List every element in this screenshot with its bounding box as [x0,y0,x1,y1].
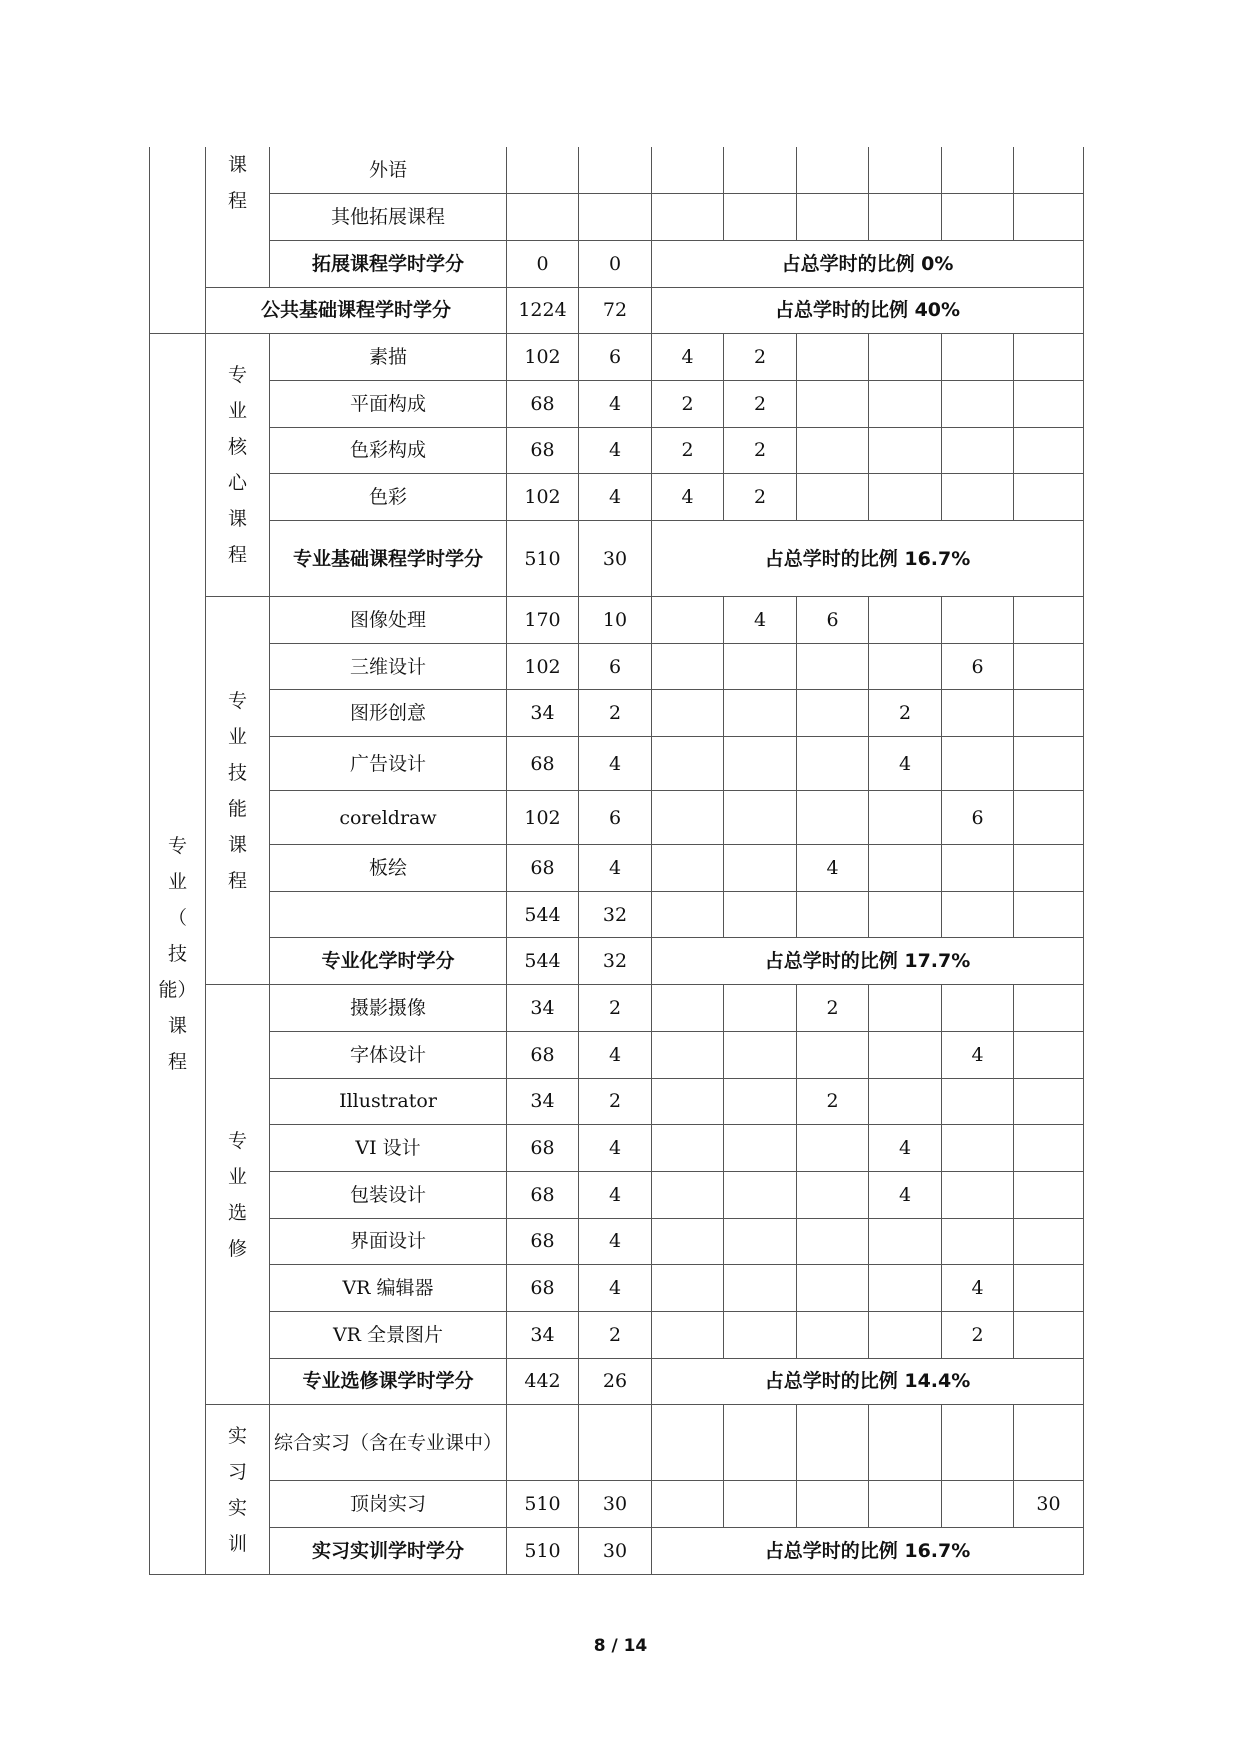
course-row [150,474,1084,521]
course-credits: 4 [579,1218,652,1265]
course-hours: 68 [507,1171,579,1218]
semester-hours-s1 [652,985,724,1032]
course-name: VR 全景图片 [270,1311,507,1358]
semester-hours-s5 [942,474,1014,521]
group-label-char: 业 [167,870,187,893]
semester-hours-s5 [942,737,1014,791]
semester-hours-s6 [1014,1265,1084,1312]
semester-hours-s3 [797,791,869,845]
semester-hours-s6 [1014,1405,1084,1481]
semester-hours-s3: 4 [797,845,869,892]
subtotal-row [150,1358,1084,1405]
group-label-char: 训 [227,1532,247,1555]
group-label-extension [206,147,270,287]
semester-hours-s1 [652,1171,724,1218]
course-row [150,1171,1084,1218]
course-hours: 68 [507,737,579,791]
course-hours: 34 [507,985,579,1032]
semester-hours-s4 [869,334,942,381]
course-row [150,1031,1084,1078]
semester-hours-s5: 2 [942,1311,1014,1358]
course-hours: 544 [507,891,579,938]
semester-hours-s3 [797,474,869,521]
course-name: 色彩构成 [270,427,507,474]
group-label-char: 选 [227,1201,247,1224]
semester-hours-s3 [797,690,869,737]
semester-hours-s1 [652,194,724,241]
course-name: 三维设计 [270,643,507,690]
semester-hours-s6 [1014,891,1084,938]
semester-hours-s2 [724,791,797,845]
group-label-char: 能） [158,978,197,1001]
course-row [150,380,1084,427]
semester-hours-s5 [942,597,1014,644]
course-hours: 68 [507,380,579,427]
group-label-internship [206,1405,270,1574]
semester-hours-s5 [942,194,1014,241]
group-label-char: （ [167,906,187,929]
curriculum-table-body [150,147,1084,1574]
public-total-row [150,287,1084,334]
course-credits: 10 [579,597,652,644]
course-name: 素描 [270,334,507,381]
semester-hours-s5: 6 [942,791,1014,845]
semester-hours-s2: 2 [724,474,797,521]
course-row [150,1481,1084,1528]
subtotal-ratio: 占总学时的比例 17.7% [652,938,1084,985]
semester-hours-s3: 6 [797,597,869,644]
course-row [150,334,1084,381]
course-name: Illustrator [270,1078,507,1125]
semester-hours-s2 [724,845,797,892]
group-label-char: 程 [167,1050,187,1073]
semester-hours-s4 [869,985,942,1032]
semester-hours-s2 [724,1125,797,1172]
course-row [150,1125,1084,1172]
course-name: coreldraw [270,791,507,845]
course-credits: 30 [579,1481,652,1528]
semester-hours-s2: 2 [724,334,797,381]
course-credits: 4 [579,474,652,521]
course-hours: 34 [507,1078,579,1125]
group-label-char: 课 [167,1014,187,1037]
semester-hours-s6 [1014,985,1084,1032]
course-name: VR 编辑器 [270,1265,507,1312]
semester-hours-s4 [869,597,942,644]
course-credits [579,147,652,194]
group-label-char: 业 [227,400,247,423]
semester-hours-s6 [1014,427,1084,474]
semester-hours-s1 [652,1311,724,1358]
group-label-electives [206,985,270,1405]
course-name: VI 设计 [270,1125,507,1172]
group-label-char: 能 [227,797,247,820]
semester-hours-s5 [942,1125,1014,1172]
course-credits: 4 [579,1265,652,1312]
public-total-hours: 1224 [507,287,579,334]
semester-hours-s3 [797,643,869,690]
course-name: 界面设计 [270,1218,507,1265]
course-credits [579,194,652,241]
semester-hours-s6 [1014,597,1084,644]
semester-hours-s4 [869,1218,942,1265]
course-credits: 2 [579,1311,652,1358]
semester-hours-s1 [652,737,724,791]
group-label-char: 课 [227,833,247,856]
semester-hours-s4 [869,791,942,845]
subtotal-ratio: 占总学时的比例 16.7% [652,1528,1084,1575]
semester-hours-s4 [869,845,942,892]
course-credits: 4 [579,737,652,791]
course-hours: 68 [507,1125,579,1172]
course-hours: 510 [507,1481,579,1528]
group-label-char: 课 [227,508,247,531]
course-name: 图像处理 [270,597,507,644]
semester-hours-s2 [724,737,797,791]
semester-hours-s5 [942,1405,1014,1481]
semester-hours-s4 [869,1031,942,1078]
semester-hours-s3 [797,427,869,474]
semester-hours-s2 [724,194,797,241]
group-label-char: 专 [167,834,187,857]
semester-hours-s1 [652,690,724,737]
semester-hours-s4 [869,1481,942,1528]
semester-hours-s6: 30 [1014,1481,1084,1528]
semester-hours-s5 [942,690,1014,737]
semester-hours-s6 [1014,1078,1084,1125]
course-hours [507,1405,579,1481]
semester-hours-s2 [724,1171,797,1218]
semester-hours-s4: 2 [869,690,942,737]
course-hours: 68 [507,427,579,474]
course-row [150,427,1084,474]
subtotal-row [150,521,1084,597]
course-row [150,194,1084,241]
semester-hours-s2 [724,1311,797,1358]
semester-hours-s4 [869,147,942,194]
course-hours: 102 [507,474,579,521]
course-row [150,1265,1084,1312]
course-hours: 68 [507,845,579,892]
semester-hours-s3: 2 [797,985,869,1032]
semester-hours-s5 [942,1171,1014,1218]
course-credits: 4 [579,1171,652,1218]
semester-hours-s6 [1014,1031,1084,1078]
semester-hours-s3 [797,1405,869,1481]
subtotal-hours: 510 [507,521,579,597]
semester-hours-s6 [1014,643,1084,690]
group-label-char: 技 [227,761,247,784]
semester-hours-s2 [724,643,797,690]
semester-hours-s4 [869,1265,942,1312]
course-row [150,643,1084,690]
course-credits: 6 [579,643,652,690]
semester-hours-s1: 4 [652,334,724,381]
course-hours: 34 [507,1311,579,1358]
semester-hours-s6 [1014,474,1084,521]
semester-hours-s2: 2 [724,380,797,427]
semester-hours-s4 [869,643,942,690]
semester-hours-s5 [942,334,1014,381]
course-name: 综合实习（含在专业课中） [270,1405,507,1481]
semester-hours-s1 [652,1078,724,1125]
public-total-label: 公共基础课程学时学分 [206,287,507,334]
group-label-char: 程 [227,869,247,892]
semester-hours-s3 [797,1218,869,1265]
semester-hours-s6 [1014,1218,1084,1265]
semester-hours-s5 [942,1481,1014,1528]
course-hours: 68 [507,1031,579,1078]
semester-hours-s3 [797,737,869,791]
group-label-char: 核 [227,436,247,459]
semester-hours-s2: 4 [724,597,797,644]
subtotal-label: 专业选修课学时学分 [270,1358,507,1405]
semester-hours-s6 [1014,334,1084,381]
page-number: 8 / 14 [593,1636,648,1656]
semester-hours-s1: 2 [652,380,724,427]
course-credits: 4 [579,427,652,474]
semester-hours-s4 [869,380,942,427]
semester-hours-s4 [869,194,942,241]
course-credits: 4 [579,380,652,427]
semester-hours-s1 [652,1405,724,1481]
group-label-char: 业 [227,1165,247,1188]
semester-hours-s5: 4 [942,1265,1014,1312]
semester-hours-s3 [797,1481,869,1528]
semester-hours-s1 [652,1125,724,1172]
semester-hours-s5: 6 [942,643,1014,690]
group-label-core [206,334,270,597]
course-name: 摄影摄像 [270,985,507,1032]
semester-hours-s1 [652,1265,724,1312]
semester-hours-s4: 4 [869,737,942,791]
course-credits: 2 [579,985,652,1032]
semester-hours-s3 [797,1171,869,1218]
semester-hours-s6 [1014,194,1084,241]
group-label-char: 实 [227,1424,247,1447]
group-label-char: 专 [227,1129,247,1152]
semester-hours-s5 [942,845,1014,892]
semester-hours-s3 [797,1311,869,1358]
semester-hours-s2 [724,1405,797,1481]
group-label-skills [206,597,270,985]
subtotal-row [150,938,1084,985]
semester-hours-s2 [724,1265,797,1312]
course-name: 板绘 [270,845,507,892]
curriculum-table [149,147,1084,1575]
semester-hours-s6 [1014,380,1084,427]
semester-hours-s5: 4 [942,1031,1014,1078]
semester-hours-s6 [1014,845,1084,892]
group-label-professional [150,334,206,1574]
course-row [150,891,1084,938]
group-label-char: 习 [227,1460,247,1483]
semester-hours-s5 [942,427,1014,474]
semester-hours-s5 [942,147,1014,194]
semester-hours-s3 [797,147,869,194]
course-hours [507,147,579,194]
course-credits: 32 [579,891,652,938]
subtotal-label: 实习实训学时学分 [270,1528,507,1575]
course-hours: 68 [507,1218,579,1265]
course-hours: 68 [507,1265,579,1312]
semester-hours-s2 [724,147,797,194]
course-row [150,1405,1084,1481]
group-label-char: 实 [227,1496,247,1519]
subtotal-label: 拓展课程学时学分 [270,240,507,287]
semester-hours-s6 [1014,1311,1084,1358]
course-hours: 102 [507,643,579,690]
subtotal-hours: 510 [507,1528,579,1575]
subtotal-credits: 30 [579,521,652,597]
semester-hours-s5 [942,1078,1014,1125]
semester-hours-s4: 4 [869,1171,942,1218]
semester-hours-s4: 4 [869,1125,942,1172]
semester-hours-s6 [1014,147,1084,194]
course-row [150,985,1084,1032]
semester-hours-s1 [652,891,724,938]
semester-hours-s3 [797,1125,869,1172]
course-hours [507,194,579,241]
semester-hours-s2 [724,1481,797,1528]
course-row [150,597,1084,644]
semester-hours-s6 [1014,791,1084,845]
semester-hours-s2: 2 [724,427,797,474]
semester-hours-s4 [869,427,942,474]
semester-hours-s6 [1014,737,1084,791]
semester-hours-s1 [652,791,724,845]
course-row [150,1078,1084,1125]
semester-hours-s4 [869,1405,942,1481]
semester-hours-s1: 4 [652,474,724,521]
course-name: 其他拓展课程 [270,194,507,241]
course-name: 广告设计 [270,737,507,791]
group-label-char: 心 [227,472,247,495]
semester-hours-s6 [1014,1125,1084,1172]
semester-hours-s1 [652,597,724,644]
public-total-credits: 72 [579,287,652,334]
course-credits [579,1405,652,1481]
semester-hours-s4 [869,1078,942,1125]
course-credits: 2 [579,690,652,737]
semester-hours-s1 [652,845,724,892]
course-credits: 4 [579,845,652,892]
group-label-char: 程 [227,190,247,212]
semester-hours-s1 [652,1218,724,1265]
semester-hours-s3 [797,1265,869,1312]
subtotal-hours: 442 [507,1358,579,1405]
semester-hours-s4 [869,891,942,938]
semester-hours-s1 [652,1481,724,1528]
course-name: 顶岗实习 [270,1481,507,1528]
group-label-char: 程 [227,544,247,567]
semester-hours-s2 [724,985,797,1032]
subtotal-label: 专业基础课程学时学分 [270,521,507,597]
course-row [150,690,1084,737]
public-total-ratio: 占总学时的比例 40% [652,287,1084,334]
course-hours: 102 [507,791,579,845]
group-label-char: 业 [227,725,247,748]
course-name [270,891,507,938]
course-name: 外语 [270,147,507,194]
semester-hours-s5 [942,891,1014,938]
course-name: 平面构成 [270,380,507,427]
course-credits: 4 [579,1125,652,1172]
course-credits: 6 [579,334,652,381]
group-label-char: 技 [167,942,187,965]
subtotal-hours: 0 [507,240,579,287]
semester-hours-s6 [1014,1171,1084,1218]
group-label-char: 修 [227,1237,247,1260]
semester-hours-s3 [797,1031,869,1078]
course-name: 图形创意 [270,690,507,737]
course-credits: 6 [579,791,652,845]
semester-hours-s2 [724,891,797,938]
semester-hours-s2 [724,690,797,737]
course-hours: 170 [507,597,579,644]
course-row [150,147,1084,194]
semester-hours-s3 [797,380,869,427]
semester-hours-s5 [942,380,1014,427]
group-label-char: 课 [227,154,247,176]
semester-hours-s3 [797,334,869,381]
semester-hours-s1 [652,643,724,690]
semester-hours-s2 [724,1078,797,1125]
group-label-char: 专 [227,364,247,387]
subtotal-credits: 0 [579,240,652,287]
course-credits: 4 [579,1031,652,1078]
course-name: 字体设计 [270,1031,507,1078]
semester-hours-s3 [797,194,869,241]
course-hours: 102 [507,334,579,381]
subtotal-credits: 26 [579,1358,652,1405]
course-row [150,1311,1084,1358]
semester-hours-s2 [724,1031,797,1078]
semester-hours-s3: 2 [797,1078,869,1125]
semester-hours-s5 [942,985,1014,1032]
semester-hours-s5 [942,1218,1014,1265]
semester-hours-s4 [869,474,942,521]
course-name: 包装设计 [270,1171,507,1218]
course-row [150,1218,1084,1265]
semester-hours-s3 [797,891,869,938]
subtotal-credits: 30 [579,1528,652,1575]
subtotal-ratio: 占总学时的比例 0% [652,240,1084,287]
subtotal-hours: 544 [507,938,579,985]
subtotal-row [150,1528,1084,1575]
semester-hours-s1 [652,1031,724,1078]
course-row [150,845,1084,892]
course-row [150,791,1084,845]
subtotal-label: 专业化学时学分 [270,938,507,985]
subtotal-row [150,240,1084,287]
course-credits: 2 [579,1078,652,1125]
outer-category-cell [150,147,206,334]
subtotal-ratio: 占总学时的比例 14.4% [652,1358,1084,1405]
semester-hours-s6 [1014,690,1084,737]
subtotal-ratio: 占总学时的比例 16.7% [652,521,1084,597]
semester-hours-s4 [869,1311,942,1358]
semester-hours-s1: 2 [652,427,724,474]
subtotal-credits: 32 [579,938,652,985]
course-hours: 34 [507,690,579,737]
semester-hours-s2 [724,1218,797,1265]
course-name: 色彩 [270,474,507,521]
course-row [150,737,1084,791]
group-label-char: 专 [227,689,247,712]
semester-hours-s1 [652,147,724,194]
